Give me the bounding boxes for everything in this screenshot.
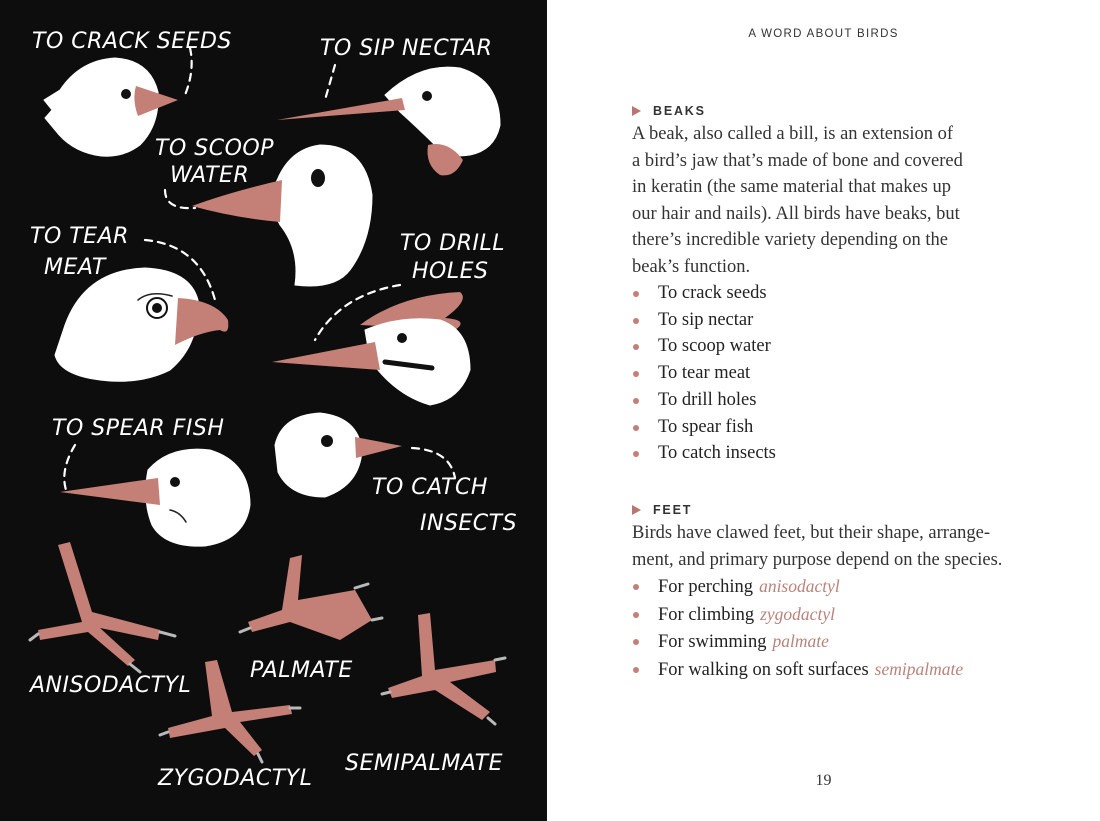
- feet-paragraph-line: Birds have clawed feet, but their shape, arrange-: [632, 523, 991, 543]
- beaks-paragraph-line: our hair and nails). All birds have beaks, but: [632, 203, 960, 224]
- bullet-dot-icon: [633, 425, 639, 431]
- list-item-label: To drill holes: [658, 389, 757, 410]
- beaks-paragraph-line: beak’s function.: [632, 256, 751, 277]
- beaks-heading-text: BEAKS: [653, 104, 706, 118]
- bullet-dot-icon: [633, 318, 639, 324]
- beaks-list: [632, 280, 1062, 467]
- label-anisodactyl: ANISODACTYL: [30, 673, 192, 698]
- bullet-dot-icon: [633, 344, 639, 350]
- list-item: [632, 333, 1062, 360]
- label-scoop-water-line1: TO SCOOP: [155, 136, 274, 161]
- illustration-page: [0, 0, 547, 821]
- list-item-label: To spear fish: [658, 416, 754, 437]
- beaks-paragraph-line: in keratin (the same material that makes up: [632, 177, 952, 197]
- label-spear-fish: TO SPEAR FISH: [52, 416, 225, 441]
- list-item: [632, 414, 1062, 441]
- feet-paragraph-line: ment, and primary purpose depend on the species.: [632, 549, 1003, 570]
- bullet-dot-icon: [633, 291, 639, 297]
- feet-section: [632, 503, 1062, 684]
- list-item: [632, 440, 1062, 467]
- bullet-dot-icon: [633, 584, 639, 590]
- feet-heading: [632, 503, 1062, 517]
- list-item: [632, 387, 1062, 414]
- list-item-label: To sip nectar: [658, 309, 754, 330]
- bullet-dot-icon: [633, 451, 639, 457]
- foot-type-term: palmate: [772, 631, 829, 652]
- label-sip-nectar: TO SIP NECTAR: [320, 36, 493, 61]
- foot-type-term: semipalmate: [874, 659, 964, 680]
- bird-head-drill-holes: [272, 292, 470, 405]
- bird-head-tear-meat: [55, 268, 228, 381]
- label-zygodactyl: ZYGODACTYL: [158, 766, 313, 791]
- list-item-label: To catch insects: [658, 443, 776, 464]
- list-item: [632, 656, 1062, 684]
- foot-palmate: [240, 555, 382, 640]
- feet-paragraph: [632, 520, 1062, 573]
- beaks-paragraph-line: a bird’s jaw that’s made of bone and covered: [632, 150, 963, 171]
- list-item-label: For swimming: [658, 632, 767, 653]
- label-palmate: PALMATE: [250, 658, 353, 683]
- label-catch-insects-line2: INSECTS: [420, 511, 518, 536]
- label-tear-meat-line1: TO TEAR: [30, 224, 129, 249]
- foot-type-term: zygodactyl: [760, 603, 835, 624]
- label-scoop-water-line2: WATER: [170, 163, 250, 188]
- leader-line: [165, 190, 195, 208]
- list-item-label: To scoop water: [658, 336, 771, 357]
- beaks-heading: [632, 104, 1062, 118]
- triangle-bullet-icon: [632, 505, 641, 515]
- triangle-bullet-icon: [632, 106, 641, 116]
- feet-heading-text: FEET: [653, 503, 693, 517]
- list-item: [632, 601, 1062, 629]
- list-item: [632, 280, 1062, 307]
- list-item-label: For perching: [658, 577, 754, 597]
- page-number: 19: [815, 772, 832, 789]
- leader-line: [64, 445, 75, 490]
- list-item: [632, 628, 1062, 656]
- label-semipalmate: SEMIPALMATE: [345, 751, 504, 776]
- list-item: [632, 573, 1062, 601]
- feet-list: [632, 573, 1062, 684]
- beaks-section: [632, 104, 1062, 467]
- list-item: [632, 360, 1062, 387]
- foot-type-term: anisodactyl: [759, 576, 840, 596]
- leader-line: [325, 65, 335, 100]
- label-crack-seeds: TO CRACK SEEDS: [32, 29, 232, 54]
- foot-semipalmate: [382, 613, 505, 724]
- list-item-label: To tear meat: [658, 363, 751, 384]
- label-tear-meat-line2: MEAT: [44, 255, 106, 280]
- beaks-paragraph-line: A beak, also called a bill, is an extension of: [632, 124, 954, 144]
- bird-head-spear-fish: [60, 449, 250, 546]
- list-item-label: For climbing: [658, 604, 755, 625]
- beaks-paragraph-line: there’s incredible variety depending on the: [632, 230, 948, 250]
- list-item: [632, 307, 1062, 334]
- bullet-dot-icon: [633, 639, 639, 645]
- bullet-dot-icon: [633, 371, 639, 377]
- bullet-dot-icon: [633, 612, 639, 618]
- text-page: [547, 0, 1100, 821]
- foot-anisodactyl: [30, 542, 175, 672]
- bullet-dot-icon: [633, 667, 639, 673]
- beaks-and-feet-illustration: [0, 0, 547, 821]
- list-item-label: For walking on soft surfaces: [658, 660, 869, 681]
- label-catch-insects-line1: TO CATCH: [372, 475, 488, 500]
- label-drill-holes-line1: TO DRILL: [400, 231, 505, 256]
- bullet-dot-icon: [633, 398, 639, 404]
- list-item-label: To crack seeds: [658, 283, 767, 303]
- label-drill-holes-line2: HOLES: [412, 259, 489, 284]
- running-head: A WORD ABOUT BIRDS: [748, 28, 899, 40]
- leader-line: [185, 48, 192, 95]
- leader-line: [412, 448, 455, 478]
- beaks-paragraph: [632, 121, 1062, 280]
